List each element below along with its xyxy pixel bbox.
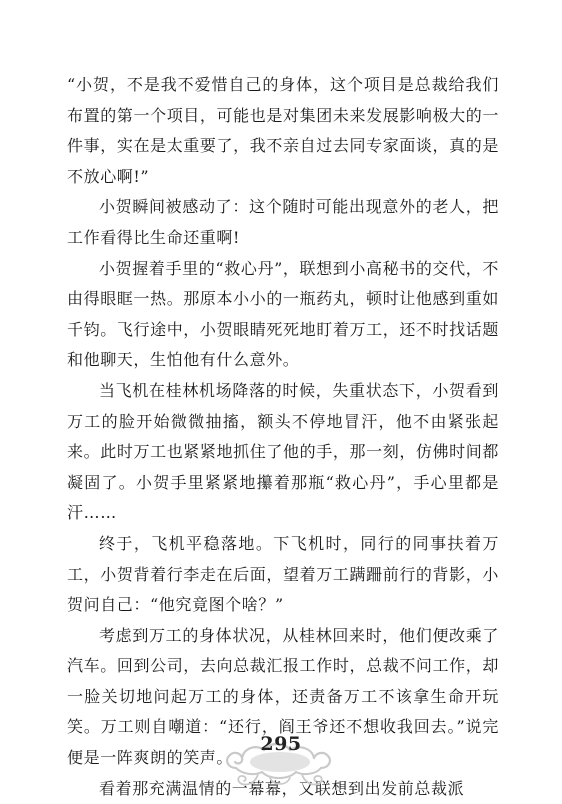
paragraph: 终于，飞机平稳落地。下飞机时，同行的同事扶着万工，小贺背着行李走在后面，望着万工蹒跚前行的背影，小贺问自己：“他究竟图个啥？” bbox=[67, 533, 499, 615]
paragraph: 看着那充满温情的一幕幕，又联想到出发前总裁派 bbox=[99, 778, 465, 798]
paragraph: 小贺握着手里的“救心丹”，联想到小高秘书的交代，不由得眼眶一热。那原本小小的一瓶药丸，顿时让他感到重如千钧。飞行途中，小贺眼睛死死地盯着万工，还不时找话题和他聊天，生怕他有什么意外。 bbox=[67, 258, 499, 370]
paragraph: “小贺，不是我不爱惜自己的身体，这个项目是总裁给我们布置的第一个项目，可能也是对集团未来发展影响极大的一件事，实在是太重要了，我不亲自过去同专家面谈，真的是不放心啊!” bbox=[67, 75, 499, 186]
paragraph: 考虑到万工的身体状况，从桂林回来时，他们便改乘了汽车。回到公司，去向总裁汇报工作时，总裁不问工作，却一脸关切地问起万工的身体，还责备万工不该拿生命开玩笑。万工则自嘲道：“还行，阎王爷还不想收我回去。”说完便是一阵爽朗的笑声。 bbox=[67, 625, 499, 768]
body-text bbox=[67, 70, 499, 804]
page-number: 295 bbox=[260, 733, 302, 755]
paragraph: 小贺瞬间被感动了：这个随时可能出现意外的老人，把工作看得比生命还重啊! bbox=[67, 197, 499, 247]
page-footer bbox=[0, 722, 562, 800]
paragraph: 当飞机在桂林机场降落的时候，失重状态下，小贺看到万工的脸开始微微抽搐，额头不停地冒汗，他不由紧张起来。此时万工也紧紧地抓住了他的手，那一刻，仿佛时间都凝固了。小贺手里紧紧地攥着那瓶“救心丹”，手心里都是汗…… bbox=[67, 380, 499, 523]
